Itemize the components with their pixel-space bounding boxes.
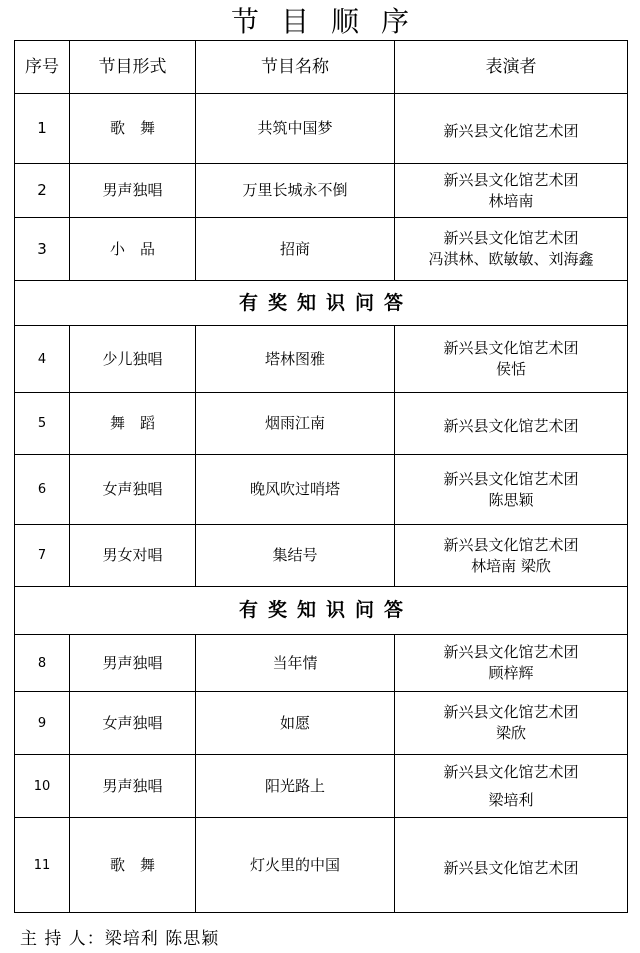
performer-names: 冯淇林、欧敏敏、刘海鑫 [428, 250, 594, 268]
header-cell-name: 节目名称 [196, 41, 395, 94]
host-line: 主 持 人：梁培利 陈思颖 [20, 929, 220, 949]
table-row [15, 218, 628, 281]
row-performer [395, 635, 628, 692]
table-row [15, 164, 628, 218]
row-performer [395, 455, 628, 525]
row-number: 9 [15, 692, 70, 755]
performer-group: 新兴县文化馆艺术团 [443, 229, 579, 247]
row-number: 3 [15, 218, 70, 281]
table-header-row [15, 41, 628, 94]
table-row [15, 326, 628, 393]
row-form: 歌 舞 [70, 94, 196, 164]
row-form: 男声独唱 [70, 755, 196, 818]
row-name: 烟雨江南 [196, 393, 395, 455]
row-name: 晚风吹过哨塔 [196, 455, 395, 525]
row-form: 女声独唱 [70, 455, 196, 525]
row-form: 歌 舞 [70, 818, 196, 913]
performer-group: 新兴县文化馆艺术团 [443, 122, 579, 140]
header-cell-performer: 表演者 [395, 41, 628, 94]
row-performer [395, 326, 628, 393]
row-form: 女声独唱 [70, 692, 196, 755]
table-row [15, 455, 628, 525]
table-row [15, 635, 628, 692]
row-performer [395, 525, 628, 587]
row-performer [395, 164, 628, 218]
header-cell-form: 节目形式 [70, 41, 196, 94]
row-number: 6 [15, 455, 70, 525]
section-row [15, 587, 628, 635]
performer-names: 梁欣 [495, 724, 526, 742]
row-number: 11 [15, 818, 70, 913]
section-label: 有奖知识问答 [15, 281, 628, 326]
row-performer [395, 755, 628, 818]
row-performer [395, 393, 628, 455]
performer-names: 顾梓辉 [488, 664, 534, 682]
row-name: 共筑中国梦 [196, 94, 395, 164]
row-name: 招商 [196, 218, 395, 281]
row-performer [395, 818, 628, 913]
performer-group: 新兴县文化馆艺术团 [443, 339, 579, 357]
row-name: 塔林图雅 [196, 326, 395, 393]
row-name: 阳光路上 [196, 755, 395, 818]
table-row [15, 393, 628, 455]
row-number: 7 [15, 525, 70, 587]
row-number: 1 [15, 94, 70, 164]
performer-names: 林培南 梁欣 [471, 556, 551, 575]
row-performer [395, 218, 628, 281]
row-number: 8 [15, 635, 70, 692]
page-title: 节目顺序 [230, 5, 431, 38]
table-row [15, 755, 628, 818]
row-name: 万里长城永不倒 [196, 164, 395, 218]
row-form: 少儿独唱 [70, 326, 196, 393]
table-row [15, 94, 628, 164]
row-form: 男女对唱 [70, 525, 196, 587]
row-form: 舞 蹈 [70, 393, 196, 455]
row-performer [395, 692, 628, 755]
performer-group: 新兴县文化馆艺术团 [443, 535, 579, 554]
performer-names: 陈思颖 [488, 490, 534, 509]
performer-group: 新兴县文化馆艺术团 [443, 762, 579, 781]
row-name: 集结号 [196, 525, 395, 587]
performer-group: 新兴县文化馆艺术团 [443, 469, 579, 488]
row-form: 男声独唱 [70, 635, 196, 692]
row-number: 10 [15, 755, 70, 818]
row-performer [395, 94, 628, 164]
table-row [15, 818, 628, 913]
section-row [15, 281, 628, 326]
performer-group: 新兴县文化馆艺术团 [443, 170, 579, 189]
row-name: 灯火里的中国 [196, 818, 395, 913]
performer-names: 林培南 [488, 191, 534, 210]
row-name: 当年情 [196, 635, 395, 692]
performer-group: 新兴县文化馆艺术团 [443, 417, 579, 435]
row-form: 小 品 [70, 218, 196, 281]
performer-group: 新兴县文化馆艺术团 [443, 643, 579, 661]
section-label: 有奖知识问答 [15, 587, 628, 635]
row-number: 5 [15, 393, 70, 455]
program-table [14, 40, 628, 913]
row-number: 4 [15, 326, 70, 393]
performer-names: 侯恬 [495, 360, 526, 378]
table-row [15, 692, 628, 755]
row-name: 如愿 [196, 692, 395, 755]
performer-group: 新兴县文化馆艺术团 [443, 858, 579, 877]
table-row [15, 525, 628, 587]
performer-group: 新兴县文化馆艺术团 [443, 703, 579, 721]
row-form: 男声独唱 [70, 164, 196, 218]
performer-names: 梁培利 [488, 790, 534, 809]
row-number: 2 [15, 164, 70, 218]
header-cell-number: 序号 [15, 41, 70, 94]
